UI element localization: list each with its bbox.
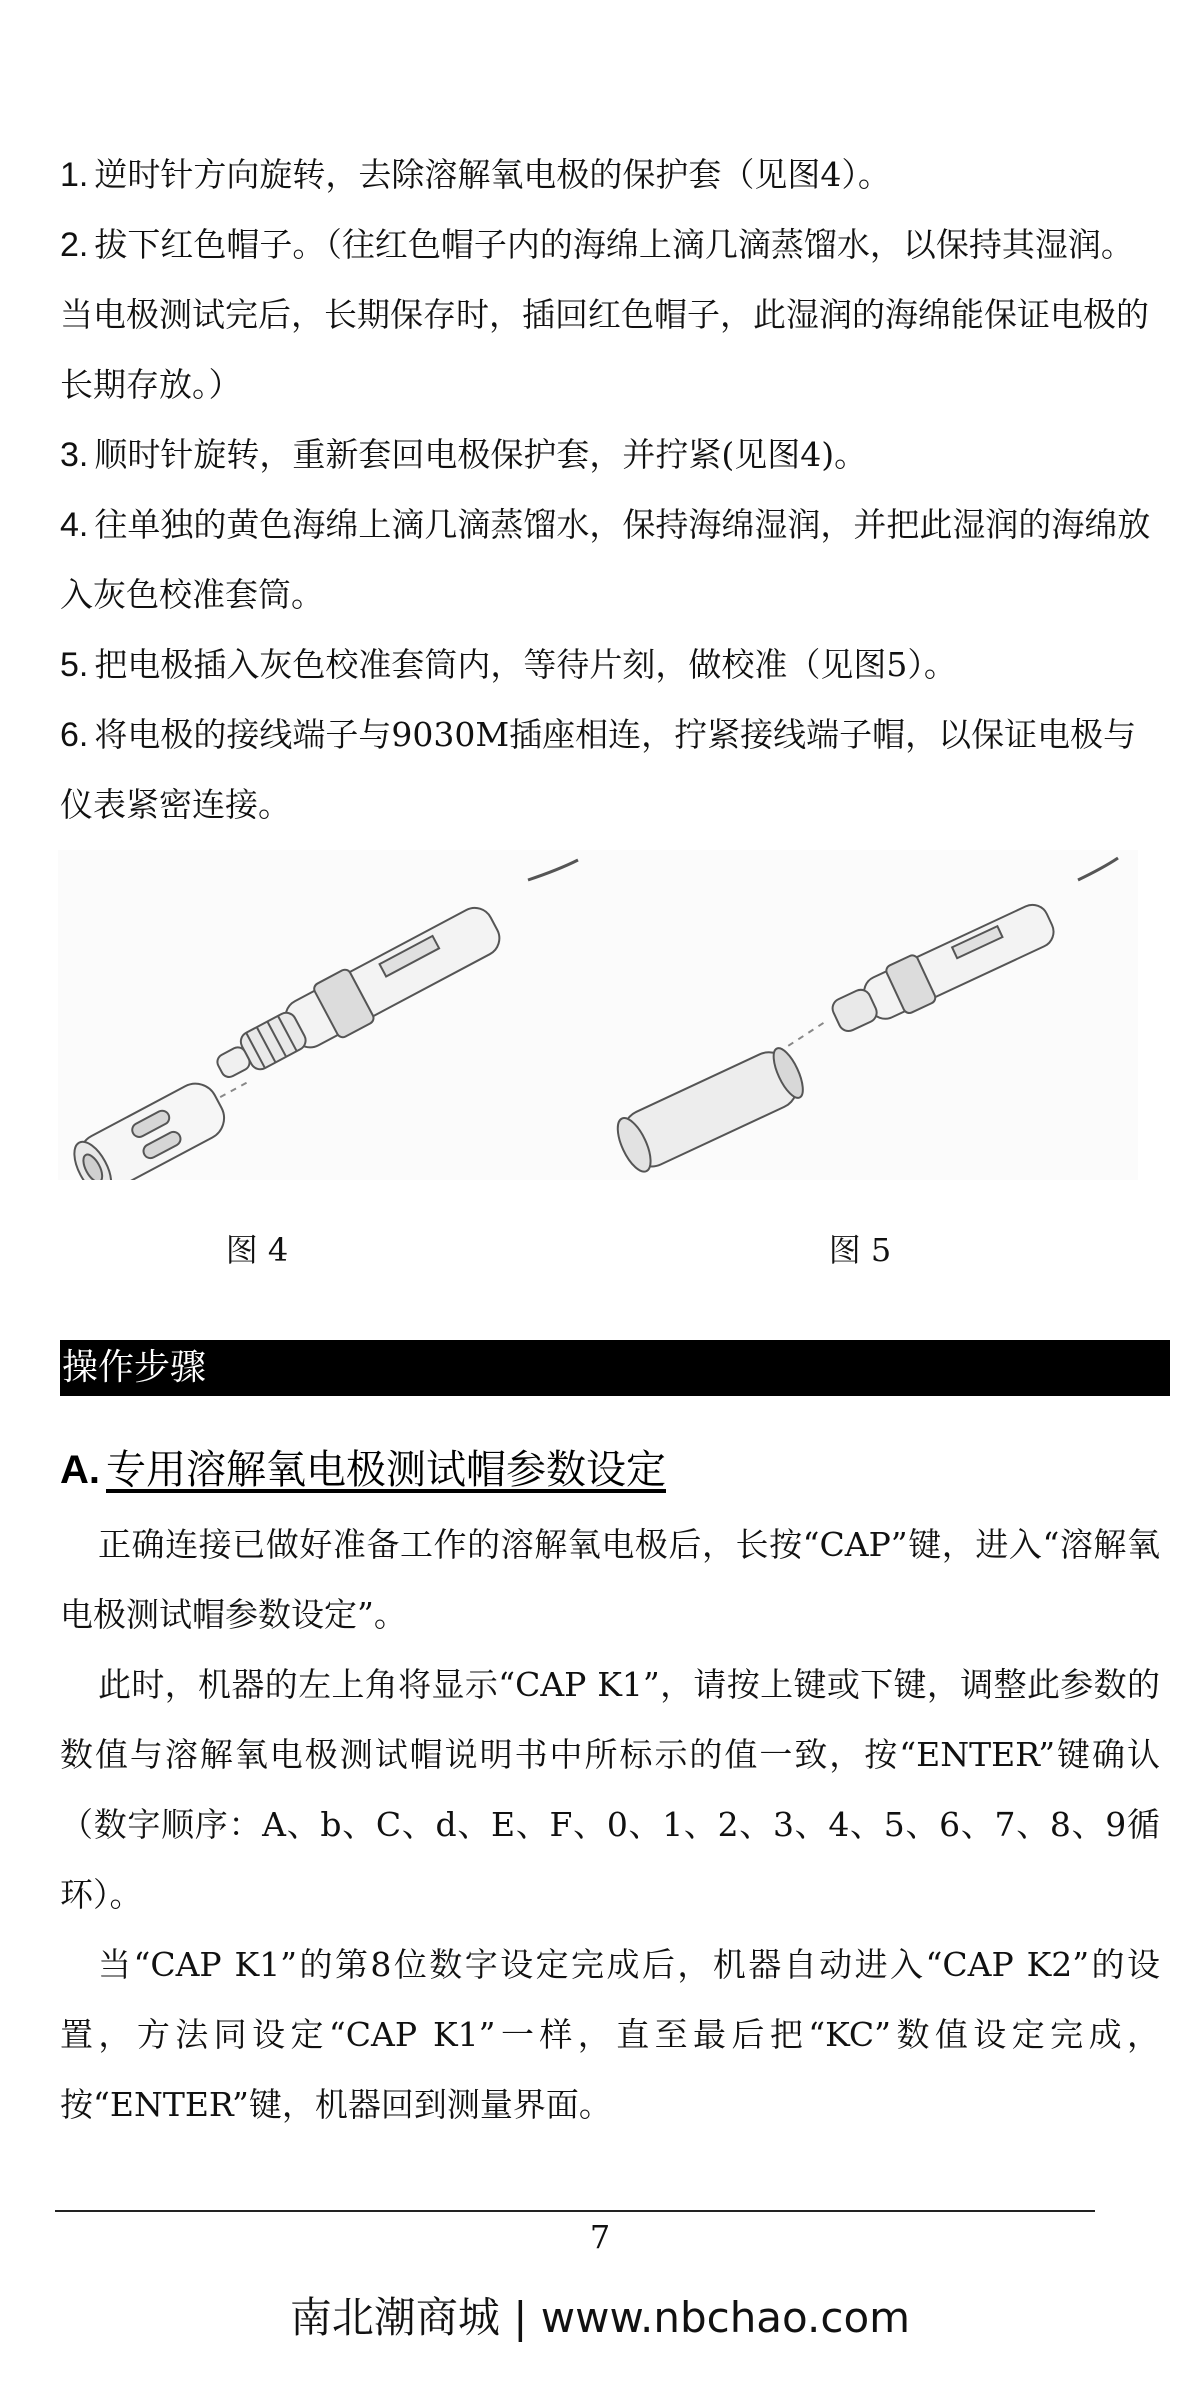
- subsection-letter: A.: [60, 1448, 100, 1492]
- electrode-cap-removed-drawing: [58, 850, 598, 1180]
- subsection-heading: [60, 1440, 666, 1500]
- figure-4-caption: 图 4: [225, 1231, 289, 1269]
- page-number: 7: [589, 2218, 611, 2256]
- electrode-illustrations: [58, 850, 1138, 1180]
- paragraph-2: 此时，机器的左上角将显示“CAP K1”，请按上键或下键，调整此参数的数值与溶解氧电极测试帽说明书中所标示的值一致，按“ENTER”键确认（数字顺序：A、b、C、d、E、F、0、1、2、3、4、5、6、7、8、9循环）。: [60, 1665, 1160, 1914]
- step-5: 5. 把电极插入灰色校准套筒内，等待片刻，做校准（见图5）。: [60, 645, 957, 684]
- paragraph-1: 正确连接已做好准备工作的溶解氧电极后，长按“CAP”键，进入“溶解氧电极测试帽参数设定”。: [60, 1525, 1160, 1634]
- section-header-bar: [60, 1340, 1170, 1396]
- section-title: 操作步骤: [62, 1347, 207, 1388]
- figure-4-image: [58, 850, 598, 1180]
- instruction-paragraphs: [60, 1510, 1160, 2140]
- subsection-title: 专用溶解氧电极测试帽参数设定: [106, 1447, 666, 1493]
- step-6: 6. 将电极的接线端子与9030M插座相连，拧紧接线端子帽，以保证电极与仪表紧密连接。: [60, 715, 1137, 824]
- figure-5-image: [598, 850, 1138, 1180]
- brand-watermark: 南北潮商城 | www.nbchao.com: [289, 2293, 911, 2342]
- step-1: 1. 逆时针方向旋转，去除溶解氧电极的保护套（见图4）。: [60, 155, 891, 194]
- step-3: 3. 顺时针旋转，重新套回电极保护套，并拧紧(见图4)。: [60, 435, 868, 474]
- paragraph-3: 当“CAP K1”的第8位数字设定完成后，机器自动进入“CAP K2”的设置，方法同设定“CAP K1”一样，直至最后把“KC”数值设定完成，按“ENTER”键，机器回到测量界面。: [60, 1945, 1160, 2124]
- step-4: 4. 往单独的黄色海绵上滴几滴蒸馏水，保持海绵湿润，并把此湿润的海绵放入灰色校准套筒。: [60, 505, 1151, 614]
- preparation-steps: [60, 140, 1160, 840]
- footer-divider: [55, 2210, 1095, 2212]
- step-2: 2. 拔下红色帽子。（往红色帽子内的海绵上滴几滴蒸馏水，以保持其湿润。当电极测试完后，长期保存时，插回红色帽子，此湿润的海绵能保证电极的长期存放。）: [60, 225, 1149, 404]
- electrode-calibration-drawing: [598, 850, 1138, 1180]
- figure-5-caption: 图 5: [828, 1231, 892, 1269]
